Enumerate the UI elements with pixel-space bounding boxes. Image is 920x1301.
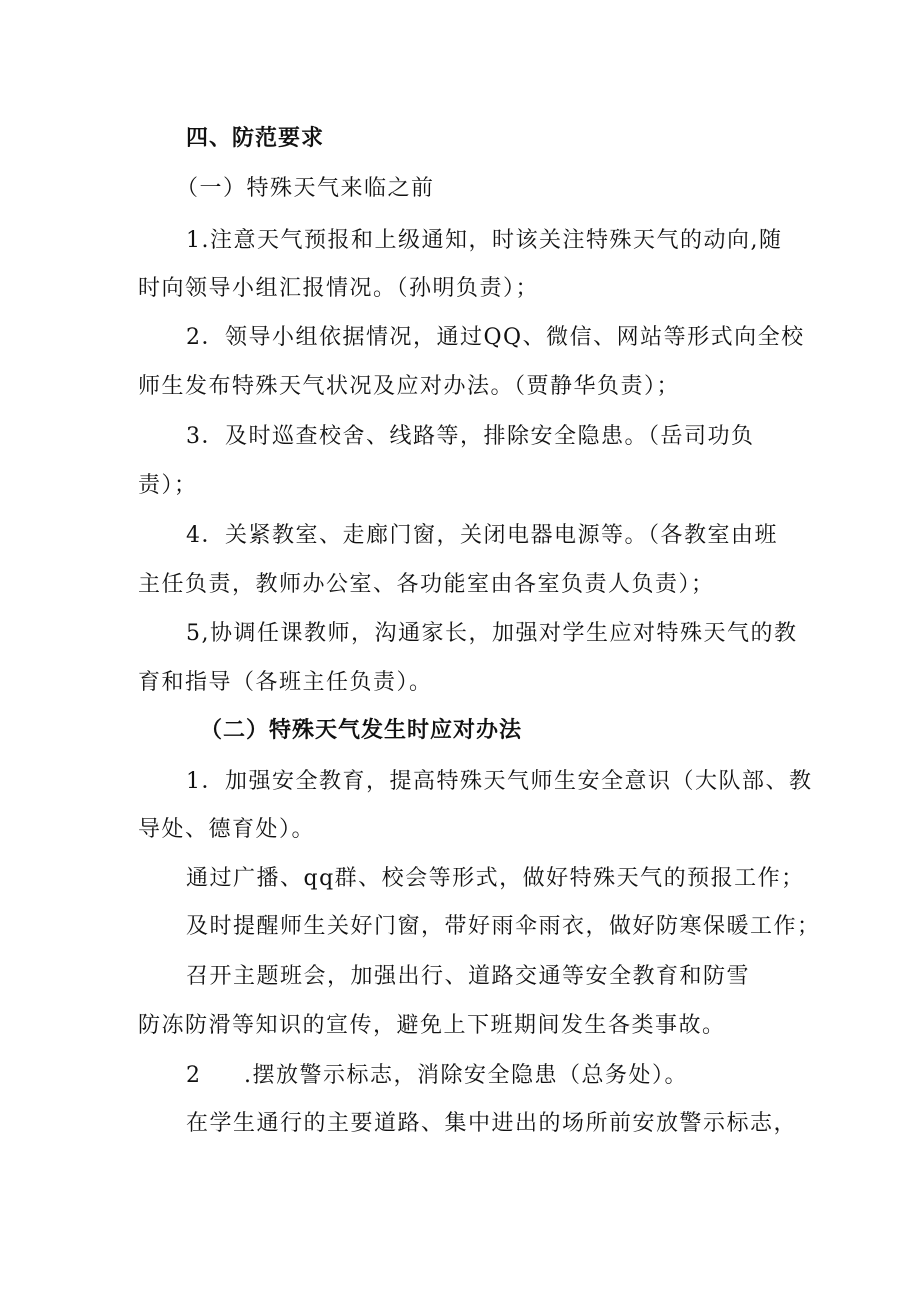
s2-item-1-line-1: 1．加强安全教育，提高特殊天气师生安全意识（大队部、教 — [186, 769, 813, 794]
item-2-line-2: 师生发布特殊天气状况及应对办法。（贾静华负责）； — [138, 374, 681, 399]
s2-item-1-paragraph-3-line-2: 防冻防滑等知识的宣传，避免上下班期间发生各类事故。 — [138, 1013, 726, 1038]
subsection-title-1: （一）特殊天气来临之前 — [176, 176, 435, 201]
s2-item-1-paragraph-2: 及时提醒师生关好门窗，带好雨伞雨衣，做好防寒保暖工作； — [186, 914, 821, 939]
item-4-line-1: 4．关紧教室、走廊门窗，关闭电器电源等。（各教室由班 — [186, 523, 778, 548]
item-5-line-2: 育和指导（各班主任负责）。 — [138, 670, 433, 695]
item-1-line-1: 1.注意天气预报和上级通知，时该关注特殊天气的动向,随 — [186, 228, 783, 253]
item-5-line-1: 5,协调任课教师，沟通家长，加强对学生应对特殊天气的教 — [186, 621, 798, 646]
subsection-title-2: （二）特殊天气发生时应对办法 — [200, 718, 523, 743]
item-3-line-1: 3．及时巡查校舍、线路等，排除安全隐患。（岳司功负 — [186, 424, 755, 449]
item-4-line-2: 主任负责，教师办公室、各功能室由各室负责人负责）； — [138, 572, 715, 597]
s2-item-1-line-2: 导处、德育处）。 — [138, 817, 316, 842]
s2-item-2-number: 2 — [186, 1063, 202, 1088]
item-1-line-2: 时向领导小组汇报情况。（孙明负责）； — [138, 276, 540, 301]
s2-item-1-paragraph-3-line-1: 召开主题班会，加强出行、道路交通等安全教育和防雪 — [186, 964, 751, 989]
s2-item-2-text: .摆放警示标志，消除安全隐患（总务处）。 — [244, 1063, 688, 1088]
section-heading: 四、防范要求 — [186, 126, 325, 151]
item-2-line-1: 2．领导小组依据情况，通过QQ、微信、网站等形式向全校 — [186, 325, 805, 350]
s2-item-1-paragraph-1: 通过广播、qq群、校会等形式，做好特殊天气的预报工作； — [186, 866, 805, 891]
item-3-line-2: 责）； — [138, 473, 198, 498]
s2-item-2-paragraph-1: 在学生通行的主要道路、集中进出的场所前安放警示标志， — [186, 1111, 798, 1136]
